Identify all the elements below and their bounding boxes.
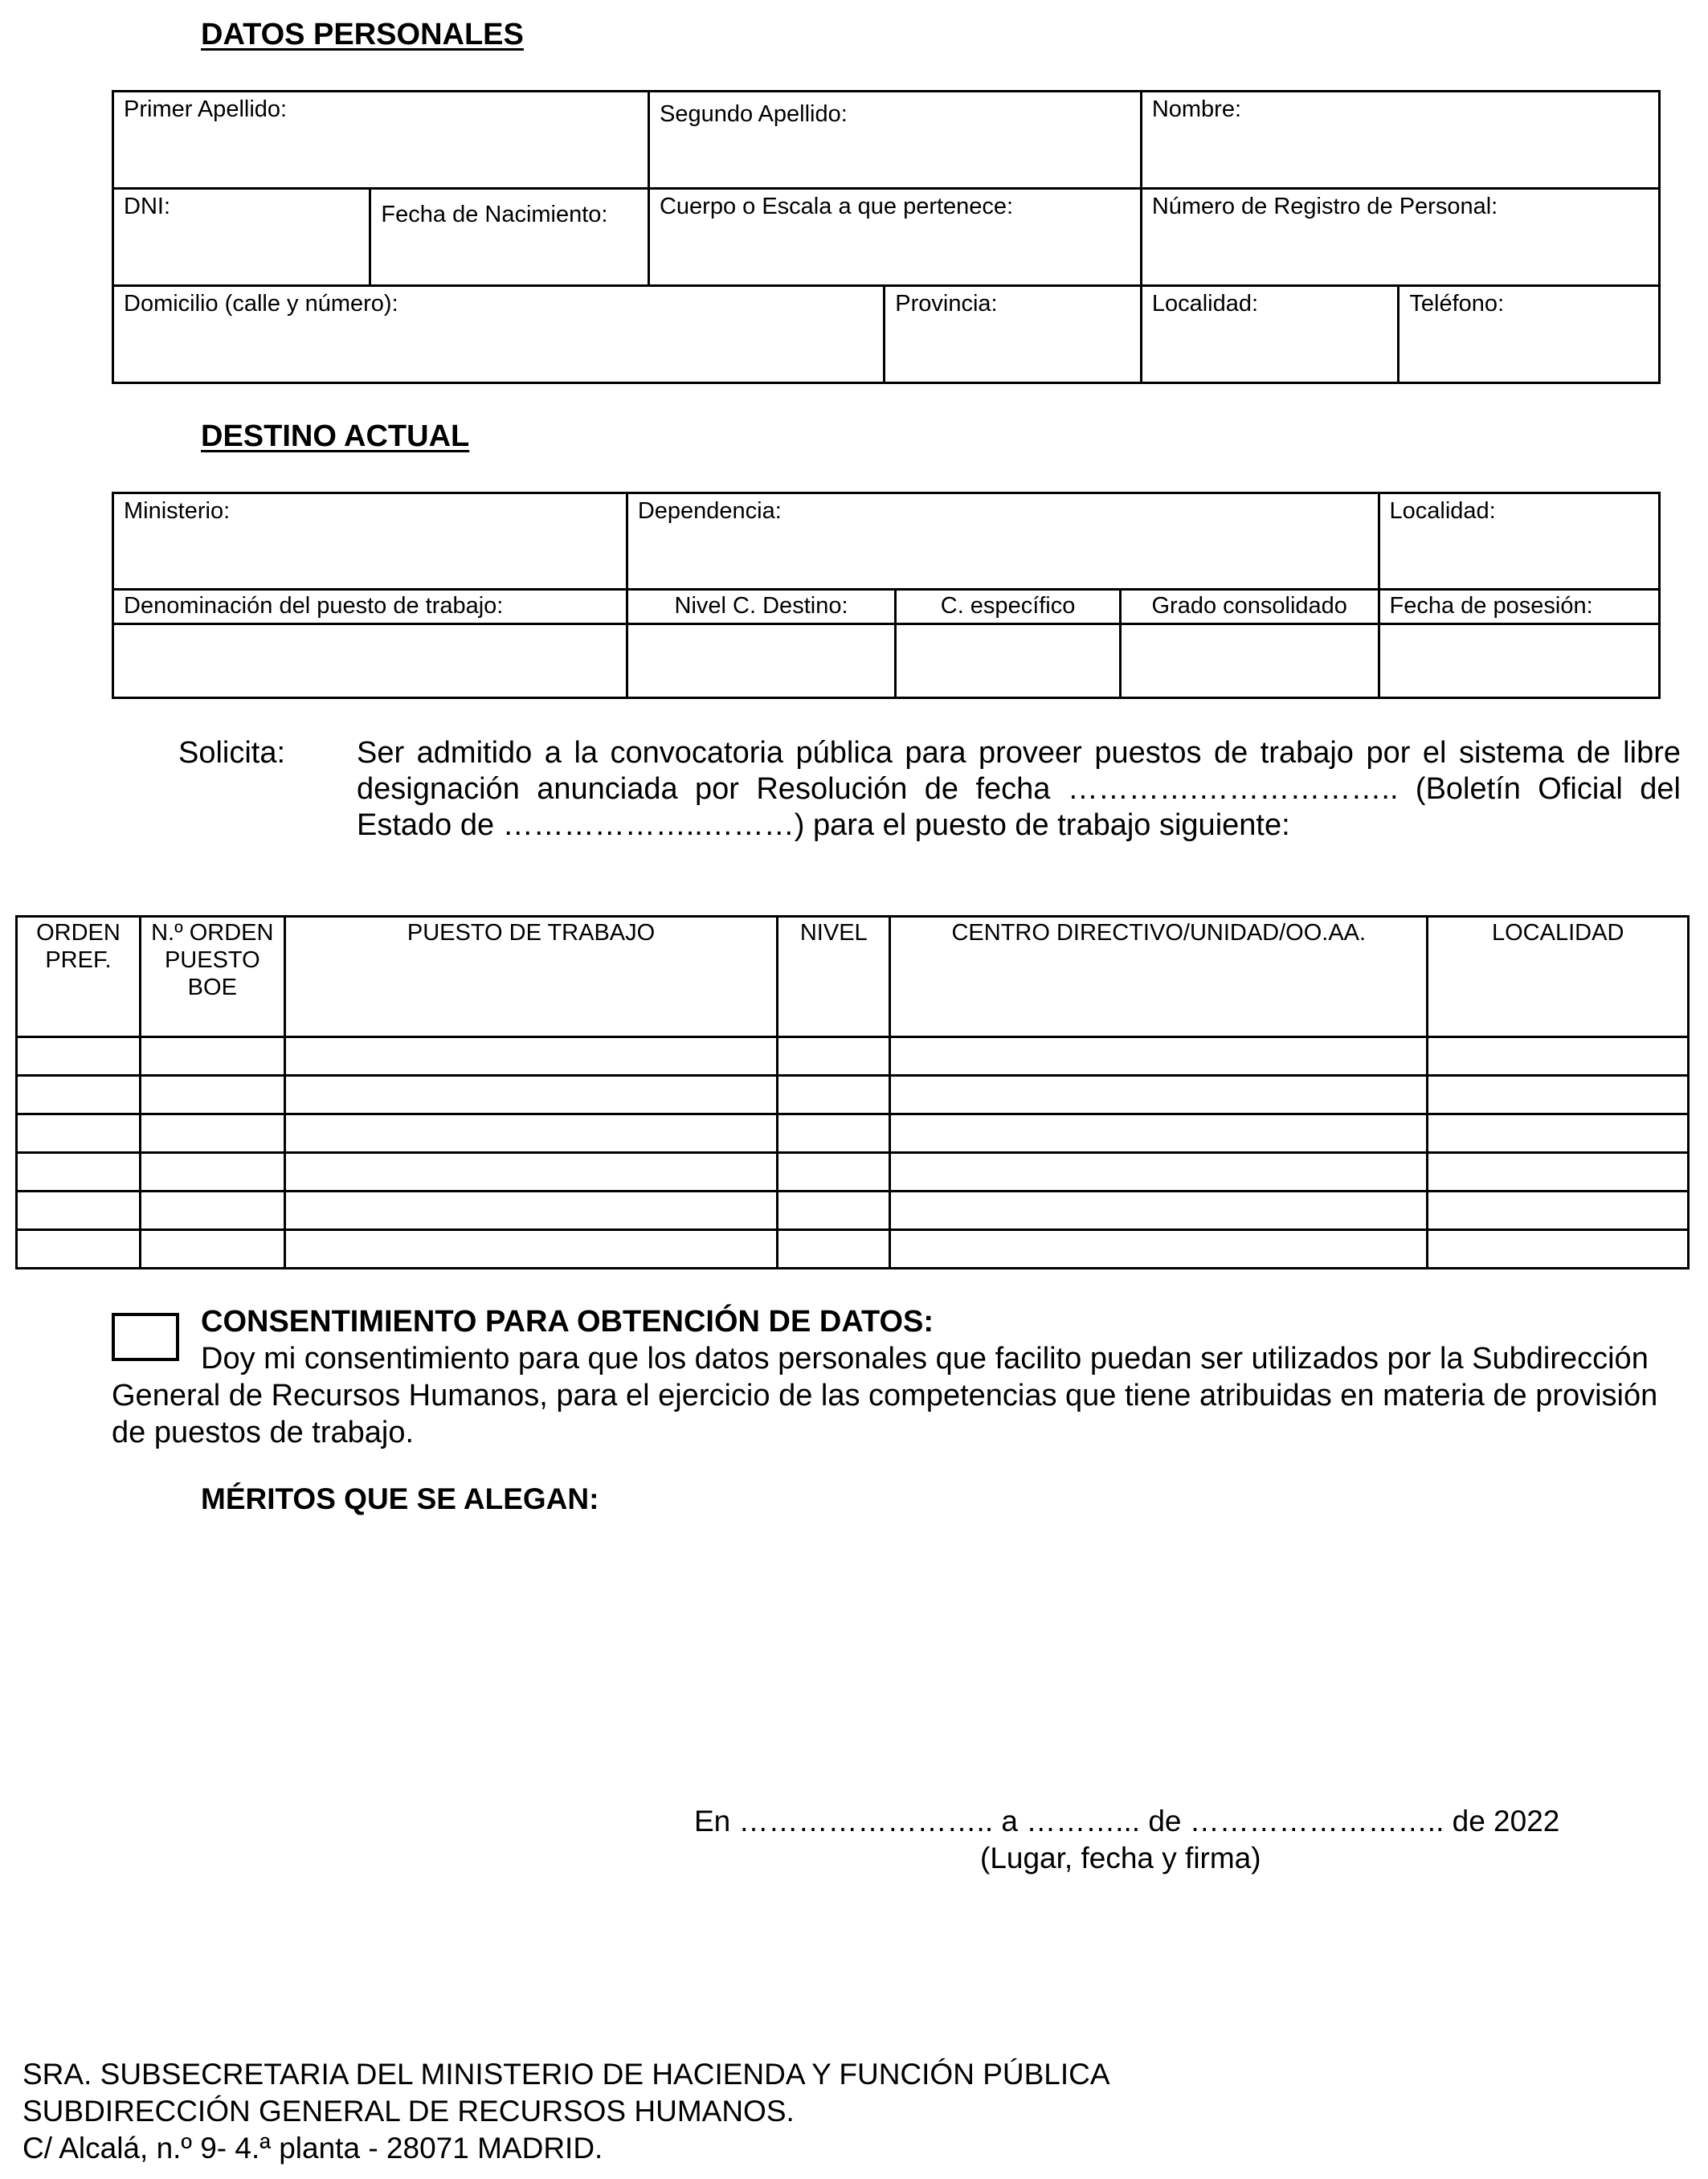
cuerpo-escala-field[interactable] [648, 189, 1141, 286]
nivel-destino-label: Nivel C. Destino: [627, 590, 895, 624]
consent-line-2: General de Recursos Humanos, para el ejercicio de las competencias que tiene atribuidas en materia de provisión [112, 1379, 1658, 1412]
table-cell[interactable] [890, 1230, 1428, 1269]
datos-personales-table [112, 90, 1661, 384]
telefono-field[interactable] [1399, 286, 1660, 383]
consent-title: CONSENTIMIENTO PARA OBTENCIÓN DE DATOS: [201, 1305, 934, 1339]
table-cell[interactable] [778, 1153, 890, 1192]
destino-localidad-field[interactable] [1379, 493, 1659, 590]
telefono-label: Teléfono: [1409, 291, 1505, 317]
nivel-destino-input[interactable] [627, 624, 895, 698]
col-localidad: LOCALIDAD [1428, 917, 1689, 1037]
table-row [17, 1076, 1689, 1114]
table-cell[interactable] [17, 1114, 141, 1153]
denominacion-label: Denominación del puesto de trabajo: [113, 590, 627, 624]
fecha-nacimiento-field[interactable] [370, 189, 649, 286]
segundo-apellido-field[interactable] [648, 92, 1141, 189]
table-cell[interactable] [890, 1076, 1428, 1114]
col-orden-pref: ORDEN PREF. [17, 917, 141, 1037]
puestos-header-row [17, 917, 1689, 1037]
table-cell[interactable] [17, 1153, 141, 1192]
dni-label: DNI: [124, 194, 170, 219]
footer-line-2: SUBDIRECCIÓN GENERAL DE RECURSOS HUMANOS. [22, 2095, 795, 2128]
destino-actual-heading: DESTINO ACTUAL [201, 419, 470, 453]
footer-line-3: C/ Alcalá, n.º 9- 4.ª planta - 28071 MADRID. [22, 2132, 603, 2165]
table-cell[interactable] [1428, 1230, 1689, 1269]
meritos-heading: MÉRITOS QUE SE ALEGAN: [201, 1482, 599, 1515]
table-cell[interactable] [1428, 1114, 1689, 1153]
nombre-label: Nombre: [1151, 96, 1242, 122]
col-centro: CENTRO DIRECTIVO/UNIDAD/OO.AA. [890, 917, 1428, 1037]
table-cell[interactable] [140, 1076, 284, 1114]
table-row [17, 1153, 1689, 1192]
table-cell[interactable] [17, 1037, 141, 1076]
dependencia-label: Dependencia: [637, 498, 782, 524]
table-row [17, 1230, 1689, 1269]
table-cell[interactable] [1428, 1037, 1689, 1076]
provincia-label: Provincia: [895, 291, 998, 317]
localidad-field[interactable] [1141, 286, 1399, 383]
primer-apellido-label: Primer Apellido: [124, 96, 288, 122]
localidad-label: Localidad: [1151, 291, 1259, 317]
domicilio-field[interactable] [113, 286, 885, 383]
table-cell[interactable] [284, 1076, 778, 1114]
dni-field[interactable] [113, 189, 370, 286]
numero-registro-field[interactable] [1141, 189, 1659, 286]
table-cell[interactable] [17, 1230, 141, 1269]
domicilio-label: Domicilio (calle y número): [124, 291, 398, 317]
destino-actual-table [112, 492, 1661, 699]
destino-localidad-label: Localidad: [1389, 498, 1496, 524]
grado-label: Grado consolidado [1120, 590, 1379, 624]
table-cell[interactable] [778, 1037, 890, 1076]
table-cell[interactable] [1428, 1192, 1689, 1230]
col-nivel: NIVEL [778, 917, 890, 1037]
table-row [17, 1192, 1689, 1230]
table-cell[interactable] [140, 1230, 284, 1269]
table-cell[interactable] [890, 1114, 1428, 1153]
table-cell[interactable] [1428, 1153, 1689, 1192]
table-cell[interactable] [140, 1192, 284, 1230]
denominacion-input[interactable] [113, 624, 627, 698]
table-cell[interactable] [890, 1192, 1428, 1230]
table-cell[interactable] [284, 1230, 778, 1269]
col-orden-boe: N.º ORDEN PUESTO BOE [140, 917, 284, 1037]
puestos-table [15, 915, 1690, 1269]
fecha-nacimiento-label: Fecha de Nacimiento: [381, 202, 608, 227]
provincia-field[interactable] [885, 286, 1142, 383]
table-cell[interactable] [1428, 1076, 1689, 1114]
table-row [17, 1037, 1689, 1076]
nombre-field[interactable] [1141, 92, 1659, 189]
table-cell[interactable] [778, 1192, 890, 1230]
consent-line-1: Doy mi consentimiento para que los datos personales que facilito puedan ser utilizados por la Subdirección [201, 1342, 1649, 1376]
segundo-apellido-label: Segundo Apellido: [659, 101, 848, 127]
ministerio-label: Ministerio: [124, 498, 231, 524]
col-puesto: PUESTO DE TRABAJO [284, 917, 778, 1037]
table-cell[interactable] [140, 1037, 284, 1076]
c-especifico-input[interactable] [896, 624, 1121, 698]
numero-registro-label: Número de Registro de Personal: [1151, 194, 1498, 219]
grado-input[interactable] [1120, 624, 1379, 698]
ministerio-field[interactable] [113, 493, 627, 590]
firma-line: En …………………….. a ………... de …………………….. de 2022 [694, 1805, 1560, 1838]
fecha-posesion-label: Fecha de posesión: [1379, 590, 1659, 624]
table-cell[interactable] [140, 1153, 284, 1192]
cuerpo-escala-label: Cuerpo o Escala a que pertenece: [659, 194, 1014, 219]
fecha-posesion-input[interactable] [1379, 624, 1659, 698]
dependencia-field[interactable] [627, 493, 1379, 590]
table-cell[interactable] [17, 1192, 141, 1230]
table-cell[interactable] [778, 1114, 890, 1153]
table-cell[interactable] [140, 1114, 284, 1153]
footer-line-1: SRA. SUBSECRETARIA DEL MINISTERIO DE HACIENDA Y FUNCIÓN PÚBLICA [22, 2058, 1110, 2091]
table-cell[interactable] [284, 1192, 778, 1230]
table-row [17, 1114, 1689, 1153]
solicita-label: Solicita: [178, 736, 286, 770]
consent-line-3: de puestos de trabajo. [112, 1416, 415, 1449]
table-cell[interactable] [284, 1114, 778, 1153]
table-cell[interactable] [284, 1153, 778, 1192]
solicita-text: Ser admitido a la convocatoria pública para proveer puestos de trabajo por el sistema de libre designación anunciada por Resolución de fecha ………….……………….. (Boletín Oficial del Estado de ………………..………) para el puesto de trabajo siguiente: [357, 736, 1681, 842]
c-especifico-label: C. específico [896, 590, 1121, 624]
table-cell[interactable] [890, 1153, 1428, 1192]
table-cell[interactable] [778, 1230, 890, 1269]
table-cell[interactable] [778, 1076, 890, 1114]
table-cell[interactable] [890, 1037, 1428, 1076]
firma-caption: (Lugar, fecha y firma) [980, 1842, 1261, 1874]
datos-personales-heading: DATOS PERSONALES [201, 18, 524, 51]
consent-checkbox[interactable] [112, 1313, 179, 1361]
table-cell[interactable] [284, 1037, 778, 1076]
table-cell[interactable] [17, 1076, 141, 1114]
primer-apellido-field[interactable] [113, 92, 649, 189]
